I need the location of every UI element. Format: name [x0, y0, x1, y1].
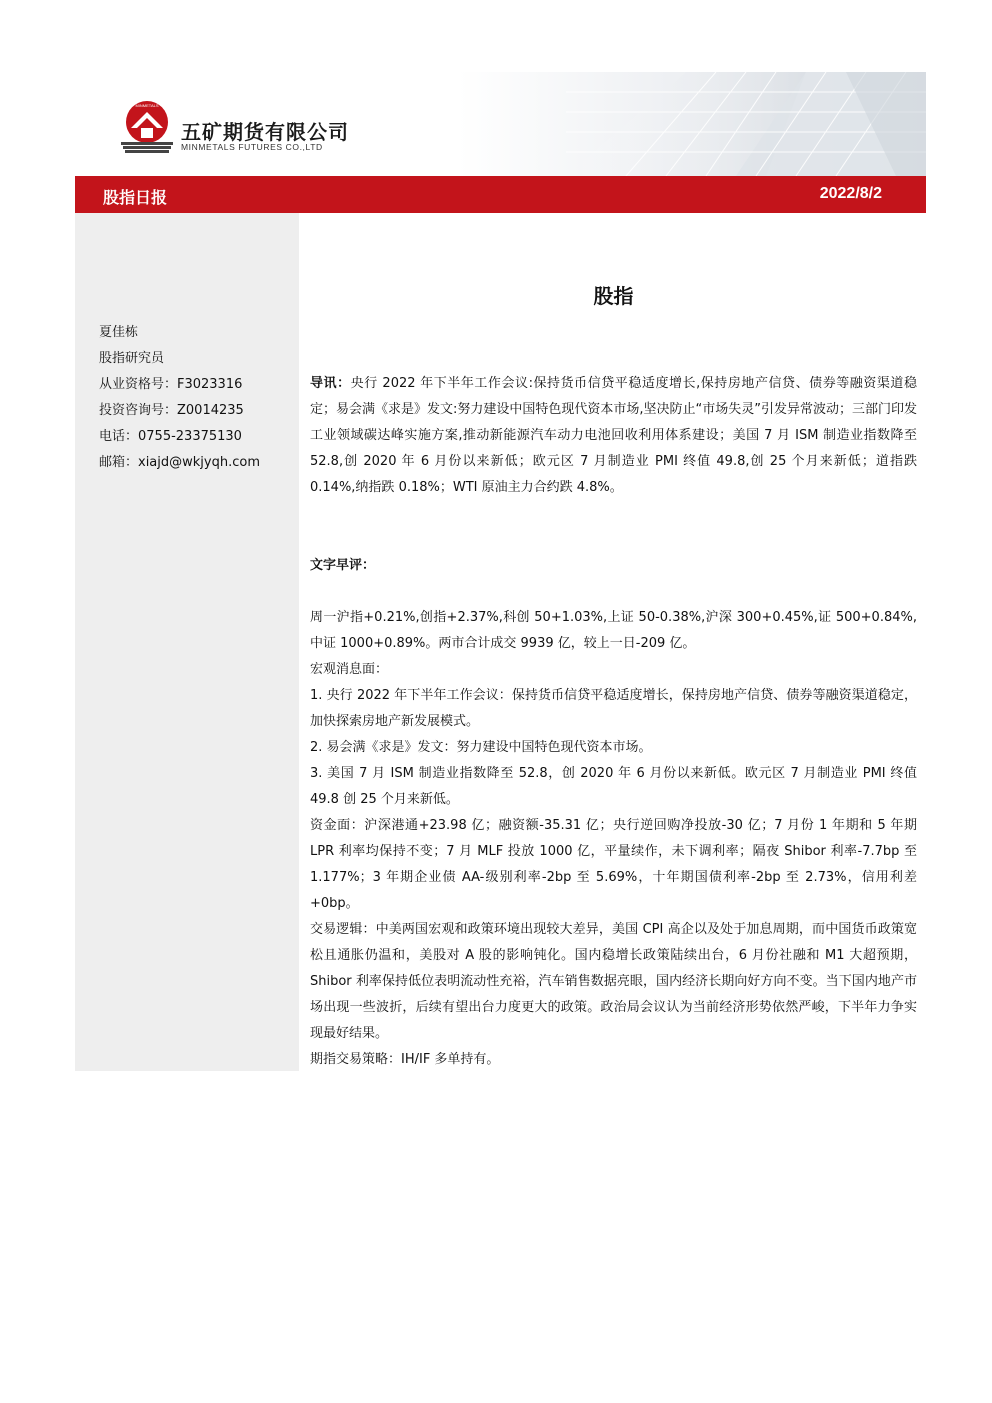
analyst-sidebar — [75, 213, 299, 1071]
news-label: 导讯： — [310, 376, 351, 391]
company-logo-icon — [119, 98, 175, 156]
analyst-name: 夏佳栋 — [99, 325, 139, 340]
macro-item-3: 3. 美国 7 月 ISM 制造业指数降至 52.8，创 2020 年 6 月份以来新低。欧元区 7 月制造业 PMI 终值 49.8 创 25 个月来新低。 — [310, 766, 917, 807]
analyst-info — [99, 320, 260, 476]
report-date: 2022/8/2 — [819, 185, 882, 202]
report-banner — [75, 176, 926, 213]
macro-item-2: 2. 易会满《求是》发文：努力建设中国特色现代资本市场。 — [310, 740, 652, 755]
logo-text: MINMETALS — [135, 103, 159, 108]
analyst-license: 从业资格号：F3023316 — [99, 377, 243, 392]
news-summary — [310, 371, 917, 501]
macro-heading: 宏观消息面： — [310, 662, 389, 677]
market-summary: 周一沪指+0.21%,创指+2.37%,科创 50+1.03%,上证 50-0.38%,沪深 300+0.45%,证 500+0.84%,中证 1000+0.89%。两市合计成交 9939 亿，较上一日-209 亿。 — [310, 610, 917, 651]
trading-logic: 交易逻辑：中美两国宏观和政策环境出现较大差异，美国 CPI 高企以及处于加息周期，而中国货币政策宽松且通胀仍温和，美股对 A 股的影响钝化。国内稳增长政策陆续出台，6 月份社融和 M1 大超预期，Shibor 利率保持低位表明流动性充裕，汽车销售数据亮眼，国内经济长期向好方向不变。当下国内地产市场出现一些波折，后续有望出台力度更大的政策。政治局会议认为当前经济形势依然严峻，下半年力争实现最好结果。 — [310, 922, 917, 1041]
analyst-email[interactable]: 邮箱：xiajd@wkjyqh.com — [99, 455, 260, 470]
company-name-cn: 五矿期货有限公司 — [181, 120, 349, 144]
building-background-graphic — [506, 72, 926, 176]
report-type: 股指日报 — [103, 188, 168, 207]
analyst-role: 股指研究员 — [99, 351, 165, 366]
trading-strategy: 期指交易策略：IH/IF 多单持有。 — [310, 1052, 500, 1067]
company-name-en: MINMETALS FUTURES CO.,LTD — [181, 142, 323, 152]
analyst-phone: 电话：0755-23375130 — [99, 429, 242, 444]
section-heading: 文字早评： — [310, 558, 376, 573]
macro-item-1: 1. 央行 2022 年下半年工作会议：保持货币信贷平稳适度增长，保持房地产信贷、债券等融资渠道稳定，加快探索房地产新发展模式。 — [310, 688, 917, 729]
analyst-consult-number: 投资咨询号：Z0014235 — [99, 403, 244, 418]
page-title: 股指 — [593, 284, 634, 308]
report-header — [75, 72, 926, 176]
news-text: 央行 2022 年下半年工作会议:保持货币信贷平稳适度增长,保持房地产信贷、债券等融资渠道稳定；易会满《求是》发文:努力建设中国特色现代资本市场,坚决防止“市场失灵”引发异常波动；三部门印发工业领域碳达峰实施方案,推动新能源汽车动力电池回收利用体系建设；美国 7 月 ISM 制造业指数降至 52.8,创 2020 年 6 月份以来新低；欧元区 7 月制造业 PMI 终值 49.8,创 25 个月来新低；道指跌 0.14%,纳指跌 0.18%；WTI 原油主力合约跌 4.8%。 — [310, 376, 917, 495]
funds-summary: 资金面：沪深港通+23.98 亿；融资额-35.31 亿；央行逆回购净投放-30 亿；7 月份 1 年期和 5 年期 LPR 利率均保持不变；7 月 MLF 投放 1000 亿，平量续作，未下调利率；隔夜 Shibor 利率-7.7bp 至 1.177%；3 年期企业债 AA-级别利率-2bp 至 5.69%，十年期国债利率-2bp 至 2.73%，信用利差+0bp。 — [310, 818, 917, 911]
